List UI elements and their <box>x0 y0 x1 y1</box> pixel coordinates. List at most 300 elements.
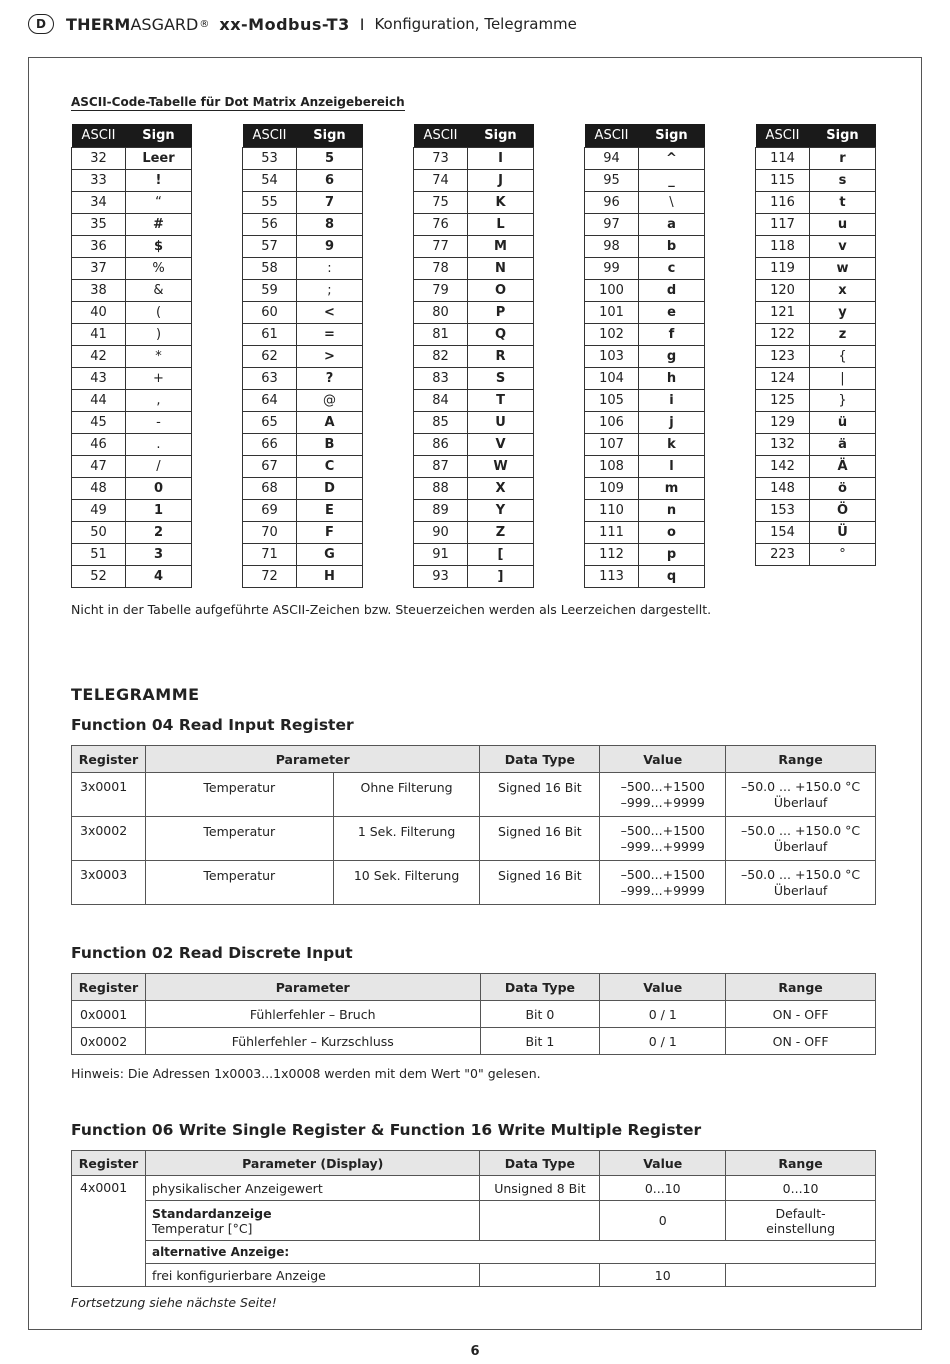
ascii-code: 82 <box>414 345 468 367</box>
table-row <box>72 1001 876 1028</box>
type-cell: Bit 0 <box>480 1001 600 1028</box>
ascii-sign: * <box>126 345 192 367</box>
ascii-code: 85 <box>414 411 468 433</box>
ascii-row <box>243 477 363 499</box>
ascii-row <box>756 477 876 499</box>
ascii-sign: i <box>639 389 705 411</box>
ascii-sign: W <box>468 455 534 477</box>
ascii-row <box>243 235 363 257</box>
ascii-code: 91 <box>414 543 468 565</box>
ascii-sign: N <box>468 257 534 279</box>
ascii-code: 49 <box>72 499 126 521</box>
ascii-code: 81 <box>414 323 468 345</box>
ascii-sign: o <box>639 521 705 543</box>
ascii-row <box>414 477 534 499</box>
ascii-code: 80 <box>414 301 468 323</box>
ascii-sign: ; <box>297 279 363 301</box>
ascii-code: 48 <box>72 477 126 499</box>
ascii-code: 148 <box>756 477 810 499</box>
param-cell: Temperatur <box>145 861 333 905</box>
ascii-sign: ( <box>126 301 192 323</box>
ascii-code: 33 <box>72 169 126 191</box>
ascii-sign: Ä <box>810 455 876 477</box>
ascii-sign: 9 <box>297 235 363 257</box>
ascii-code: 62 <box>243 345 297 367</box>
ascii-sign: L <box>468 213 534 235</box>
ascii-code: 71 <box>243 543 297 565</box>
ascii-row <box>414 411 534 433</box>
ascii-code: 112 <box>585 543 639 565</box>
model-name: xx-Modbus-T3 <box>219 14 350 34</box>
ascii-sign: 7 <box>297 191 363 213</box>
ascii-sign: \ <box>639 191 705 213</box>
ascii-row <box>414 345 534 367</box>
ascii-row <box>72 455 192 477</box>
ascii-sign: T <box>468 389 534 411</box>
ascii-row <box>585 279 705 301</box>
ascii-code: 56 <box>243 213 297 235</box>
ascii-code: 106 <box>585 411 639 433</box>
ascii-code: 87 <box>414 455 468 477</box>
ascii-code: 50 <box>72 521 126 543</box>
continuation-note: Fortsetzung siehe nächste Seite! <box>71 1295 277 1310</box>
table-row <box>72 817 876 861</box>
ascii-code: 132 <box>756 433 810 455</box>
ascii-code: 107 <box>585 433 639 455</box>
ascii-code: 35 <box>72 213 126 235</box>
type-cell: Signed 16 Bit <box>480 861 600 905</box>
ascii-code: 67 <box>243 455 297 477</box>
ascii-note: Nicht in der Tabelle aufgeführte ASCII-Zeichen bzw. Steuerzeichen werden als Leerzeichen dargestellt. <box>71 602 712 617</box>
ascii-row <box>414 235 534 257</box>
ascii-code: 47 <box>72 455 126 477</box>
range-cell: ON - OFF <box>726 1001 876 1028</box>
value-cell: 0...10 <box>600 1176 726 1201</box>
ascii-row <box>414 323 534 345</box>
ascii-code: 120 <box>756 279 810 301</box>
ascii-sign: : <box>297 257 363 279</box>
ascii-code: 58 <box>243 257 297 279</box>
ascii-row <box>243 323 363 345</box>
ascii-sign: d <box>639 279 705 301</box>
ascii-code: 124 <box>756 367 810 389</box>
col-range: Range <box>726 974 876 1001</box>
range-cell <box>726 773 876 817</box>
ascii-row <box>243 433 363 455</box>
ascii-row <box>72 323 192 345</box>
col-ascii: ASCII <box>72 124 126 147</box>
ascii-table-title: ASCII-Code-Tabelle für Dot Matrix Anzeigebereich <box>71 95 405 109</box>
ascii-sign: Ü <box>810 521 876 543</box>
ascii-row <box>756 367 876 389</box>
ascii-sign: > <box>297 345 363 367</box>
ascii-sign: w <box>810 257 876 279</box>
ascii-sign: Z <box>468 521 534 543</box>
col-register: Register <box>72 1151 146 1176</box>
col-sign: Sign <box>810 124 876 147</box>
col-sign: Sign <box>297 124 363 147</box>
range-line-2: Überlauf <box>773 883 828 898</box>
register-cell: 3x0001 <box>72 773 146 817</box>
ascii-sign: , <box>126 389 192 411</box>
ascii-row <box>414 169 534 191</box>
value-cell <box>600 861 726 905</box>
ascii-sign: l <box>639 455 705 477</box>
ascii-code: 44 <box>72 389 126 411</box>
param-cell: alternative Anzeige: <box>145 1241 875 1264</box>
register-cell: 3x0002 <box>72 817 146 861</box>
ascii-row <box>72 389 192 411</box>
ascii-code: 79 <box>414 279 468 301</box>
type-cell: Signed 16 Bit <box>480 773 600 817</box>
ascii-row <box>72 345 192 367</box>
ascii-code: 104 <box>585 367 639 389</box>
col-range: Range <box>726 1151 876 1176</box>
ascii-row <box>585 565 705 587</box>
header-separator: I <box>359 14 365 34</box>
ascii-code: 97 <box>585 213 639 235</box>
ascii-code: 129 <box>756 411 810 433</box>
ascii-code: 55 <box>243 191 297 213</box>
ascii-code: 57 <box>243 235 297 257</box>
ascii-code: 46 <box>72 433 126 455</box>
ascii-code: 83 <box>414 367 468 389</box>
ascii-sign: Y <box>468 499 534 521</box>
ascii-sign: Leer <box>126 147 192 169</box>
range-line-1: –50.0 ... +150.0 °C <box>741 823 861 838</box>
ascii-sign: r <box>810 147 876 169</box>
ascii-row <box>756 323 876 345</box>
ascii-sign: t <box>810 191 876 213</box>
ascii-sign: & <box>126 279 192 301</box>
ascii-sign: 3 <box>126 543 192 565</box>
ascii-sign: 2 <box>126 521 192 543</box>
ascii-sign: C <box>297 455 363 477</box>
ascii-row <box>414 367 534 389</box>
registered-mark: ® <box>199 18 210 30</box>
param-cell: Fühlerfehler – Kurzschluss <box>145 1028 480 1055</box>
ascii-sign: V <box>468 433 534 455</box>
ascii-row <box>585 235 705 257</box>
param-cell: Temperatur <box>145 773 333 817</box>
ascii-sign: $ <box>126 235 192 257</box>
ascii-code: 119 <box>756 257 810 279</box>
type-cell: Unsigned 8 Bit <box>480 1176 600 1201</box>
table-row <box>72 773 876 817</box>
ascii-code: 121 <box>756 301 810 323</box>
ascii-row <box>414 389 534 411</box>
ascii-sign: # <box>126 213 192 235</box>
ascii-row <box>756 455 876 477</box>
range-cell: 0...10 <box>726 1176 876 1201</box>
ascii-sign: ü <box>810 411 876 433</box>
ascii-sign: ? <box>297 367 363 389</box>
ascii-row <box>756 279 876 301</box>
page-header <box>28 12 577 36</box>
ascii-row <box>243 213 363 235</box>
col-parameter: Parameter (Display) <box>145 1151 480 1176</box>
ascii-row <box>72 367 192 389</box>
fn06-title: Function 06 Write Single Register & Function 16 Write Multiple Register <box>71 1121 702 1139</box>
ascii-row <box>414 455 534 477</box>
ascii-code: 103 <box>585 345 639 367</box>
ascii-code: 98 <box>585 235 639 257</box>
value-cell: 0 <box>600 1201 726 1241</box>
register-cell: 0x0001 <box>72 1001 146 1028</box>
ascii-sign: h <box>639 367 705 389</box>
ascii-row <box>414 521 534 543</box>
ascii-row <box>72 257 192 279</box>
ascii-code: 116 <box>756 191 810 213</box>
ascii-row <box>585 191 705 213</box>
range-cell: ON - OFF <box>726 1028 876 1055</box>
ascii-code: 108 <box>585 455 639 477</box>
table-row <box>72 1201 876 1241</box>
ascii-sign: P <box>468 301 534 323</box>
ascii-sign: j <box>639 411 705 433</box>
ascii-code: 78 <box>414 257 468 279</box>
table-row <box>72 1264 876 1287</box>
page-number: 6 <box>470 1344 480 1359</box>
ascii-header-row <box>72 124 192 147</box>
param-cell: frei konfigurierbare Anzeige <box>145 1264 480 1287</box>
ascii-sign: 4 <box>126 565 192 587</box>
ascii-sign: - <box>126 411 192 433</box>
ascii-code: 63 <box>243 367 297 389</box>
ascii-table <box>242 124 363 588</box>
ascii-code: 96 <box>585 191 639 213</box>
ascii-row <box>414 279 534 301</box>
ascii-row <box>243 257 363 279</box>
ascii-sign: ^ <box>639 147 705 169</box>
ascii-code: 32 <box>72 147 126 169</box>
ascii-sign: = <box>297 323 363 345</box>
ascii-code: 84 <box>414 389 468 411</box>
col-sign: Sign <box>468 124 534 147</box>
ascii-header-row <box>414 124 534 147</box>
ascii-sign: A <box>297 411 363 433</box>
col-parameter: Parameter <box>145 974 480 1001</box>
ascii-sign: D <box>297 477 363 499</box>
table-row <box>72 1241 876 1264</box>
ascii-row <box>243 301 363 323</box>
ascii-sign: { <box>810 345 876 367</box>
col-ascii: ASCII <box>243 124 297 147</box>
ascii-code: 154 <box>756 521 810 543</box>
ascii-sign: 6 <box>297 169 363 191</box>
ascii-code: 102 <box>585 323 639 345</box>
ascii-row <box>72 279 192 301</box>
fn02-table <box>71 973 876 1055</box>
ascii-code: 90 <box>414 521 468 543</box>
ascii-row <box>72 521 192 543</box>
ascii-code: 93 <box>414 565 468 587</box>
ascii-sign: 1 <box>126 499 192 521</box>
range-line-1: Default- <box>775 1205 826 1221</box>
ascii-sign: U <box>468 411 534 433</box>
ascii-sign: 0 <box>126 477 192 499</box>
ascii-table <box>413 124 534 588</box>
ascii-row <box>585 323 705 345</box>
ascii-code: 40 <box>72 301 126 323</box>
ascii-sign: q <box>639 565 705 587</box>
ascii-row <box>414 499 534 521</box>
header-subtitle: Konfiguration, Telegramme <box>374 15 577 33</box>
ascii-sign: m <box>639 477 705 499</box>
value-line-2: –999...+9999 <box>620 839 705 854</box>
ascii-table <box>755 124 876 566</box>
value-line-1: –500...+1500 <box>620 823 705 838</box>
ascii-sign: s <box>810 169 876 191</box>
ascii-sign: ° <box>810 543 876 565</box>
col-data-type: Data Type <box>480 746 600 773</box>
col-sign: Sign <box>639 124 705 147</box>
ascii-row <box>72 543 192 565</box>
param-cell <box>145 1201 480 1241</box>
ascii-row <box>756 433 876 455</box>
ascii-row <box>585 521 705 543</box>
ascii-row <box>756 499 876 521</box>
ascii-code: 54 <box>243 169 297 191</box>
ascii-header-row <box>243 124 363 147</box>
ascii-row <box>585 169 705 191</box>
ascii-sign: ! <box>126 169 192 191</box>
ascii-row <box>414 147 534 169</box>
ascii-row <box>756 169 876 191</box>
ascii-row <box>72 147 192 169</box>
value-cell: 0 / 1 <box>600 1001 726 1028</box>
table-header-row <box>72 746 876 773</box>
ascii-row <box>756 345 876 367</box>
param-text: Temperatur [°C] <box>151 1220 253 1236</box>
section-heading-telegramme: TELEGRAMME <box>71 685 200 704</box>
ascii-sign: R <box>468 345 534 367</box>
param-cell: Fühlerfehler – Bruch <box>145 1001 480 1028</box>
ascii-row <box>585 499 705 521</box>
ascii-row <box>72 235 192 257</box>
col-register: Register <box>72 974 146 1001</box>
ascii-sign: J <box>468 169 534 191</box>
ascii-code: 223 <box>756 543 810 565</box>
value-line-1: –500...+1500 <box>620 779 705 794</box>
ascii-row <box>414 543 534 565</box>
table-header-row <box>72 1151 876 1176</box>
ascii-row <box>756 191 876 213</box>
ascii-sign: u <box>810 213 876 235</box>
ascii-sign: F <box>297 521 363 543</box>
ascii-row <box>756 521 876 543</box>
ascii-code: 51 <box>72 543 126 565</box>
ascii-row <box>756 411 876 433</box>
ascii-sign: } <box>810 389 876 411</box>
ascii-code: 52 <box>72 565 126 587</box>
ascii-row <box>243 565 363 587</box>
ascii-sign: “ <box>126 191 192 213</box>
ascii-sign: f <box>639 323 705 345</box>
col-data-type: Data Type <box>480 974 600 1001</box>
ascii-header-row <box>756 124 876 147</box>
ascii-sign: a <box>639 213 705 235</box>
ascii-row <box>243 279 363 301</box>
ascii-row <box>585 389 705 411</box>
col-value: Value <box>600 1151 726 1176</box>
col-sign: Sign <box>126 124 192 147</box>
register-cell: 4x0001 <box>72 1176 146 1287</box>
ascii-code: 88 <box>414 477 468 499</box>
range-line-2: einstellung <box>766 1220 836 1236</box>
ascii-code: 114 <box>756 147 810 169</box>
ascii-row <box>414 213 534 235</box>
param-cell: physikalischer Anzeigewert <box>145 1176 480 1201</box>
range-line-2: Überlauf <box>773 839 828 854</box>
fn02-title: Function 02 Read Discrete Input <box>71 944 353 962</box>
ascii-code: 109 <box>585 477 639 499</box>
fn04-title: Function 04 Read Input Register <box>71 716 354 734</box>
ascii-row <box>585 433 705 455</box>
ascii-code: 125 <box>756 389 810 411</box>
ascii-row <box>585 213 705 235</box>
ascii-code: 53 <box>243 147 297 169</box>
ascii-row <box>585 367 705 389</box>
ascii-code: 42 <box>72 345 126 367</box>
ascii-sign: E <box>297 499 363 521</box>
col-ascii: ASCII <box>585 124 639 147</box>
ascii-row <box>414 191 534 213</box>
ascii-row <box>414 433 534 455</box>
ascii-code: 100 <box>585 279 639 301</box>
ascii-code: 72 <box>243 565 297 587</box>
range-line-1: –50.0 ... +150.0 °C <box>741 867 861 882</box>
ascii-code: 118 <box>756 235 810 257</box>
ascii-sign: ] <box>468 565 534 587</box>
table-header-row <box>72 974 876 1001</box>
ascii-code: 64 <box>243 389 297 411</box>
ascii-code: 45 <box>72 411 126 433</box>
ascii-code: 89 <box>414 499 468 521</box>
ascii-code: 66 <box>243 433 297 455</box>
ascii-sign: 5 <box>297 147 363 169</box>
ascii-row <box>72 477 192 499</box>
ascii-sign: < <box>297 301 363 323</box>
ascii-row <box>72 565 192 587</box>
ascii-row <box>585 543 705 565</box>
ascii-row <box>585 147 705 169</box>
col-value: Value <box>600 974 726 1001</box>
ascii-sign: % <box>126 257 192 279</box>
ascii-row <box>414 257 534 279</box>
ascii-row <box>243 499 363 521</box>
ascii-code: 115 <box>756 169 810 191</box>
value-cell: 10 <box>600 1264 726 1287</box>
col-ascii: ASCII <box>756 124 810 147</box>
ascii-sign: H <box>297 565 363 587</box>
ascii-sign: b <box>639 235 705 257</box>
ascii-sign: . <box>126 433 192 455</box>
ascii-sign: O <box>468 279 534 301</box>
ascii-sign: G <box>297 543 363 565</box>
type-cell <box>480 1201 600 1241</box>
ascii-code: 142 <box>756 455 810 477</box>
ascii-row <box>414 301 534 323</box>
ascii-code: 101 <box>585 301 639 323</box>
ascii-sign: v <box>810 235 876 257</box>
type-cell: Signed 16 Bit <box>480 817 600 861</box>
ascii-row <box>756 543 876 565</box>
ascii-sign: M <box>468 235 534 257</box>
ascii-sign: c <box>639 257 705 279</box>
ascii-sign: k <box>639 433 705 455</box>
ascii-code: 59 <box>243 279 297 301</box>
